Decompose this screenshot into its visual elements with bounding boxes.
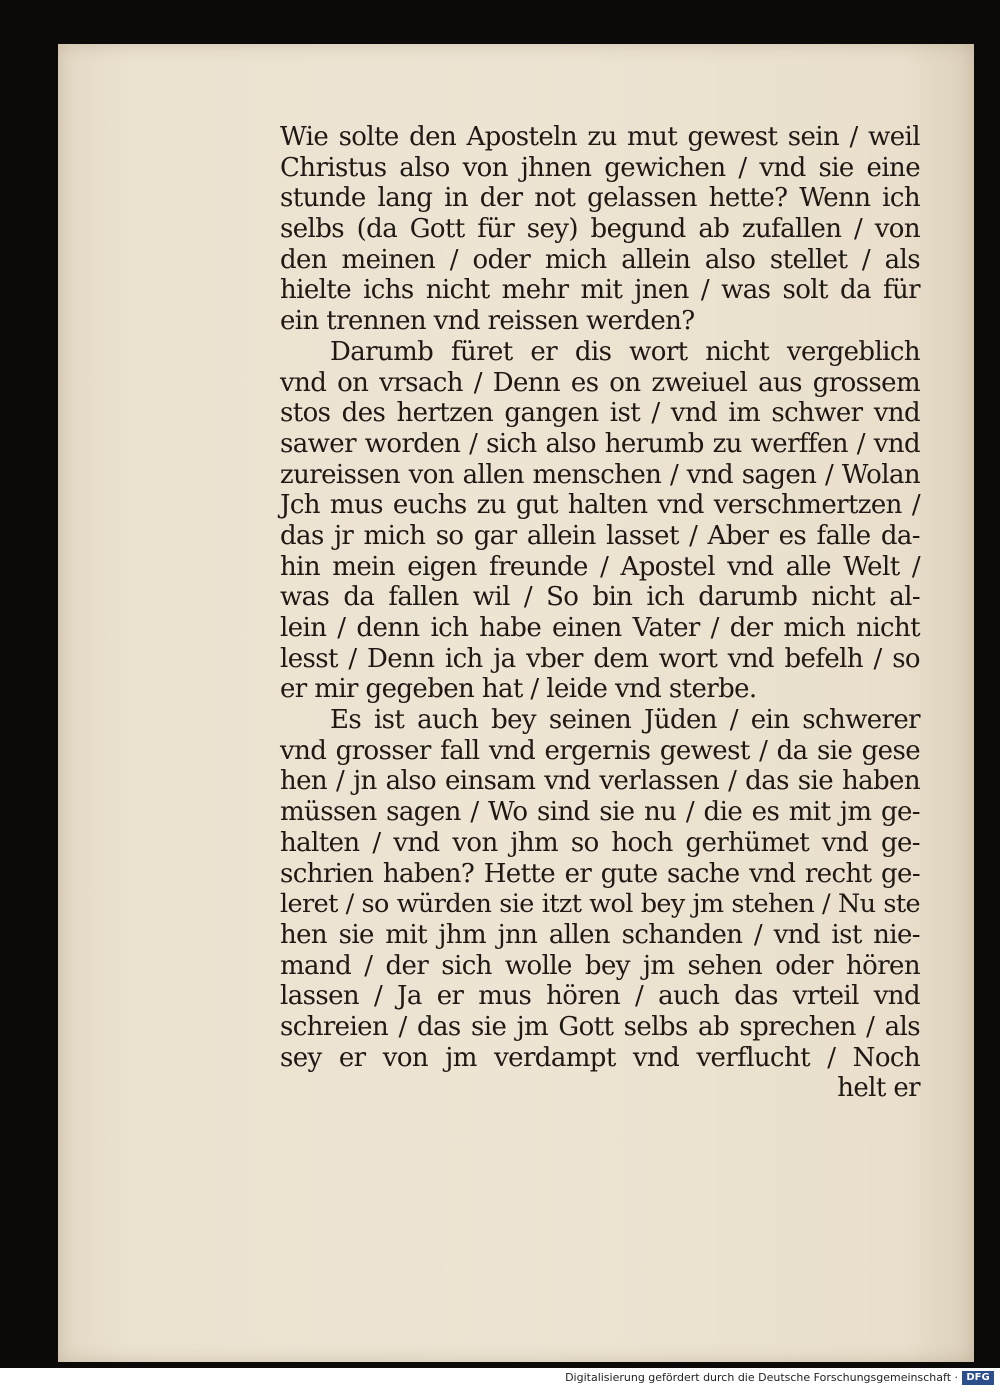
text-line: hen / jn also einsam vnd verlassen / das sie haben xyxy=(280,766,920,797)
text-line: müssen sagen / Wo sind sie nu / die es mit jm ge- xyxy=(280,797,920,828)
text-line: ein trennen vnd reissen werden? xyxy=(280,306,695,337)
text-line: Darumb füret er dis wort nicht vergeblich xyxy=(330,336,920,367)
text-line: Wie solte den Aposteln zu mut gewest sein / weil xyxy=(280,122,920,152)
funding-credit: Digitalisierung gefördert durch die Deutsche Forschungsgemeinschaft · xyxy=(565,1371,958,1384)
text-line: lassen / Ja er mus hören / auch das vrteil vnd xyxy=(280,981,920,1012)
text-line: vnd on vrsach / Denn es on zweiuel aus grossem xyxy=(280,367,920,398)
text-line: sey er von jm verdampt vnd verflucht / Noch xyxy=(280,1042,920,1073)
text-line: hen sie mit jhm jnn allen schanden / vnd ist nie- xyxy=(280,919,920,950)
text-line: stunde lang in der not gelassen hette? Wenn ich xyxy=(280,183,920,214)
dfg-logo-icon: DFG xyxy=(962,1371,994,1385)
text-line: das jr mich so gar allein lasset / Aber es falle da- xyxy=(280,520,920,551)
text-line: sawer worden / sich also herumb zu werffen / vnd xyxy=(280,428,920,459)
text-line: hin mein eigen freunde / Apostel vnd alle Welt / xyxy=(280,551,920,582)
text-line: stos des hertzen gangen ist / vnd im schwer vnd xyxy=(280,398,920,429)
text-line: zureissen von allen menschen / vnd sagen / Wolan xyxy=(280,459,920,490)
book-page xyxy=(58,44,974,1362)
text-line: lein / denn ich habe einen Vater / der mich nicht xyxy=(280,613,920,643)
text-line: leret / so würden sie itzt wol bey jm stehen / Nu ste xyxy=(280,889,920,920)
text-line: schreien / das sie jm Gott selbs ab sprechen / als xyxy=(280,1011,920,1042)
text-line: Christus also von jhnen gewichen / vnd sie eine xyxy=(280,152,920,183)
digitization-footer xyxy=(0,1368,1000,1389)
text-line: vnd grosser fall vnd ergernis gewest / da sie gese xyxy=(280,735,920,766)
page-text xyxy=(280,122,920,1104)
text-line: halten / vnd von jhm so hoch gerhümet vnd ge- xyxy=(280,827,920,858)
text-line: Jch mus euchs zu gut halten vnd verschmertzen / xyxy=(280,490,920,521)
text-line: hielte ichs nicht mehr mit jnen / was solt da für xyxy=(280,275,920,306)
text-line: Es ist auch bey seinen Jüden / ein schwerer xyxy=(330,705,920,736)
text-line: was da fallen wil / So bin ich darumb nicht al- xyxy=(280,582,920,613)
text-line: schrien haben? Hette er gute sache vnd recht ge- xyxy=(280,858,920,889)
text-line: den meinen / oder mich allein also stellet / als xyxy=(280,244,920,275)
text-line: er mir gegeben hat / leide vnd sterbe. xyxy=(280,674,757,705)
catchword: helt er xyxy=(837,1073,920,1104)
text-line: selbs (da Gott für sey) begund ab zufallen / von xyxy=(280,214,920,245)
text-line: mand / der sich wolle bey jm sehen oder hören xyxy=(280,950,920,981)
text-line: lesst / Denn ich ja vber dem wort vnd befelh / so xyxy=(280,643,920,674)
